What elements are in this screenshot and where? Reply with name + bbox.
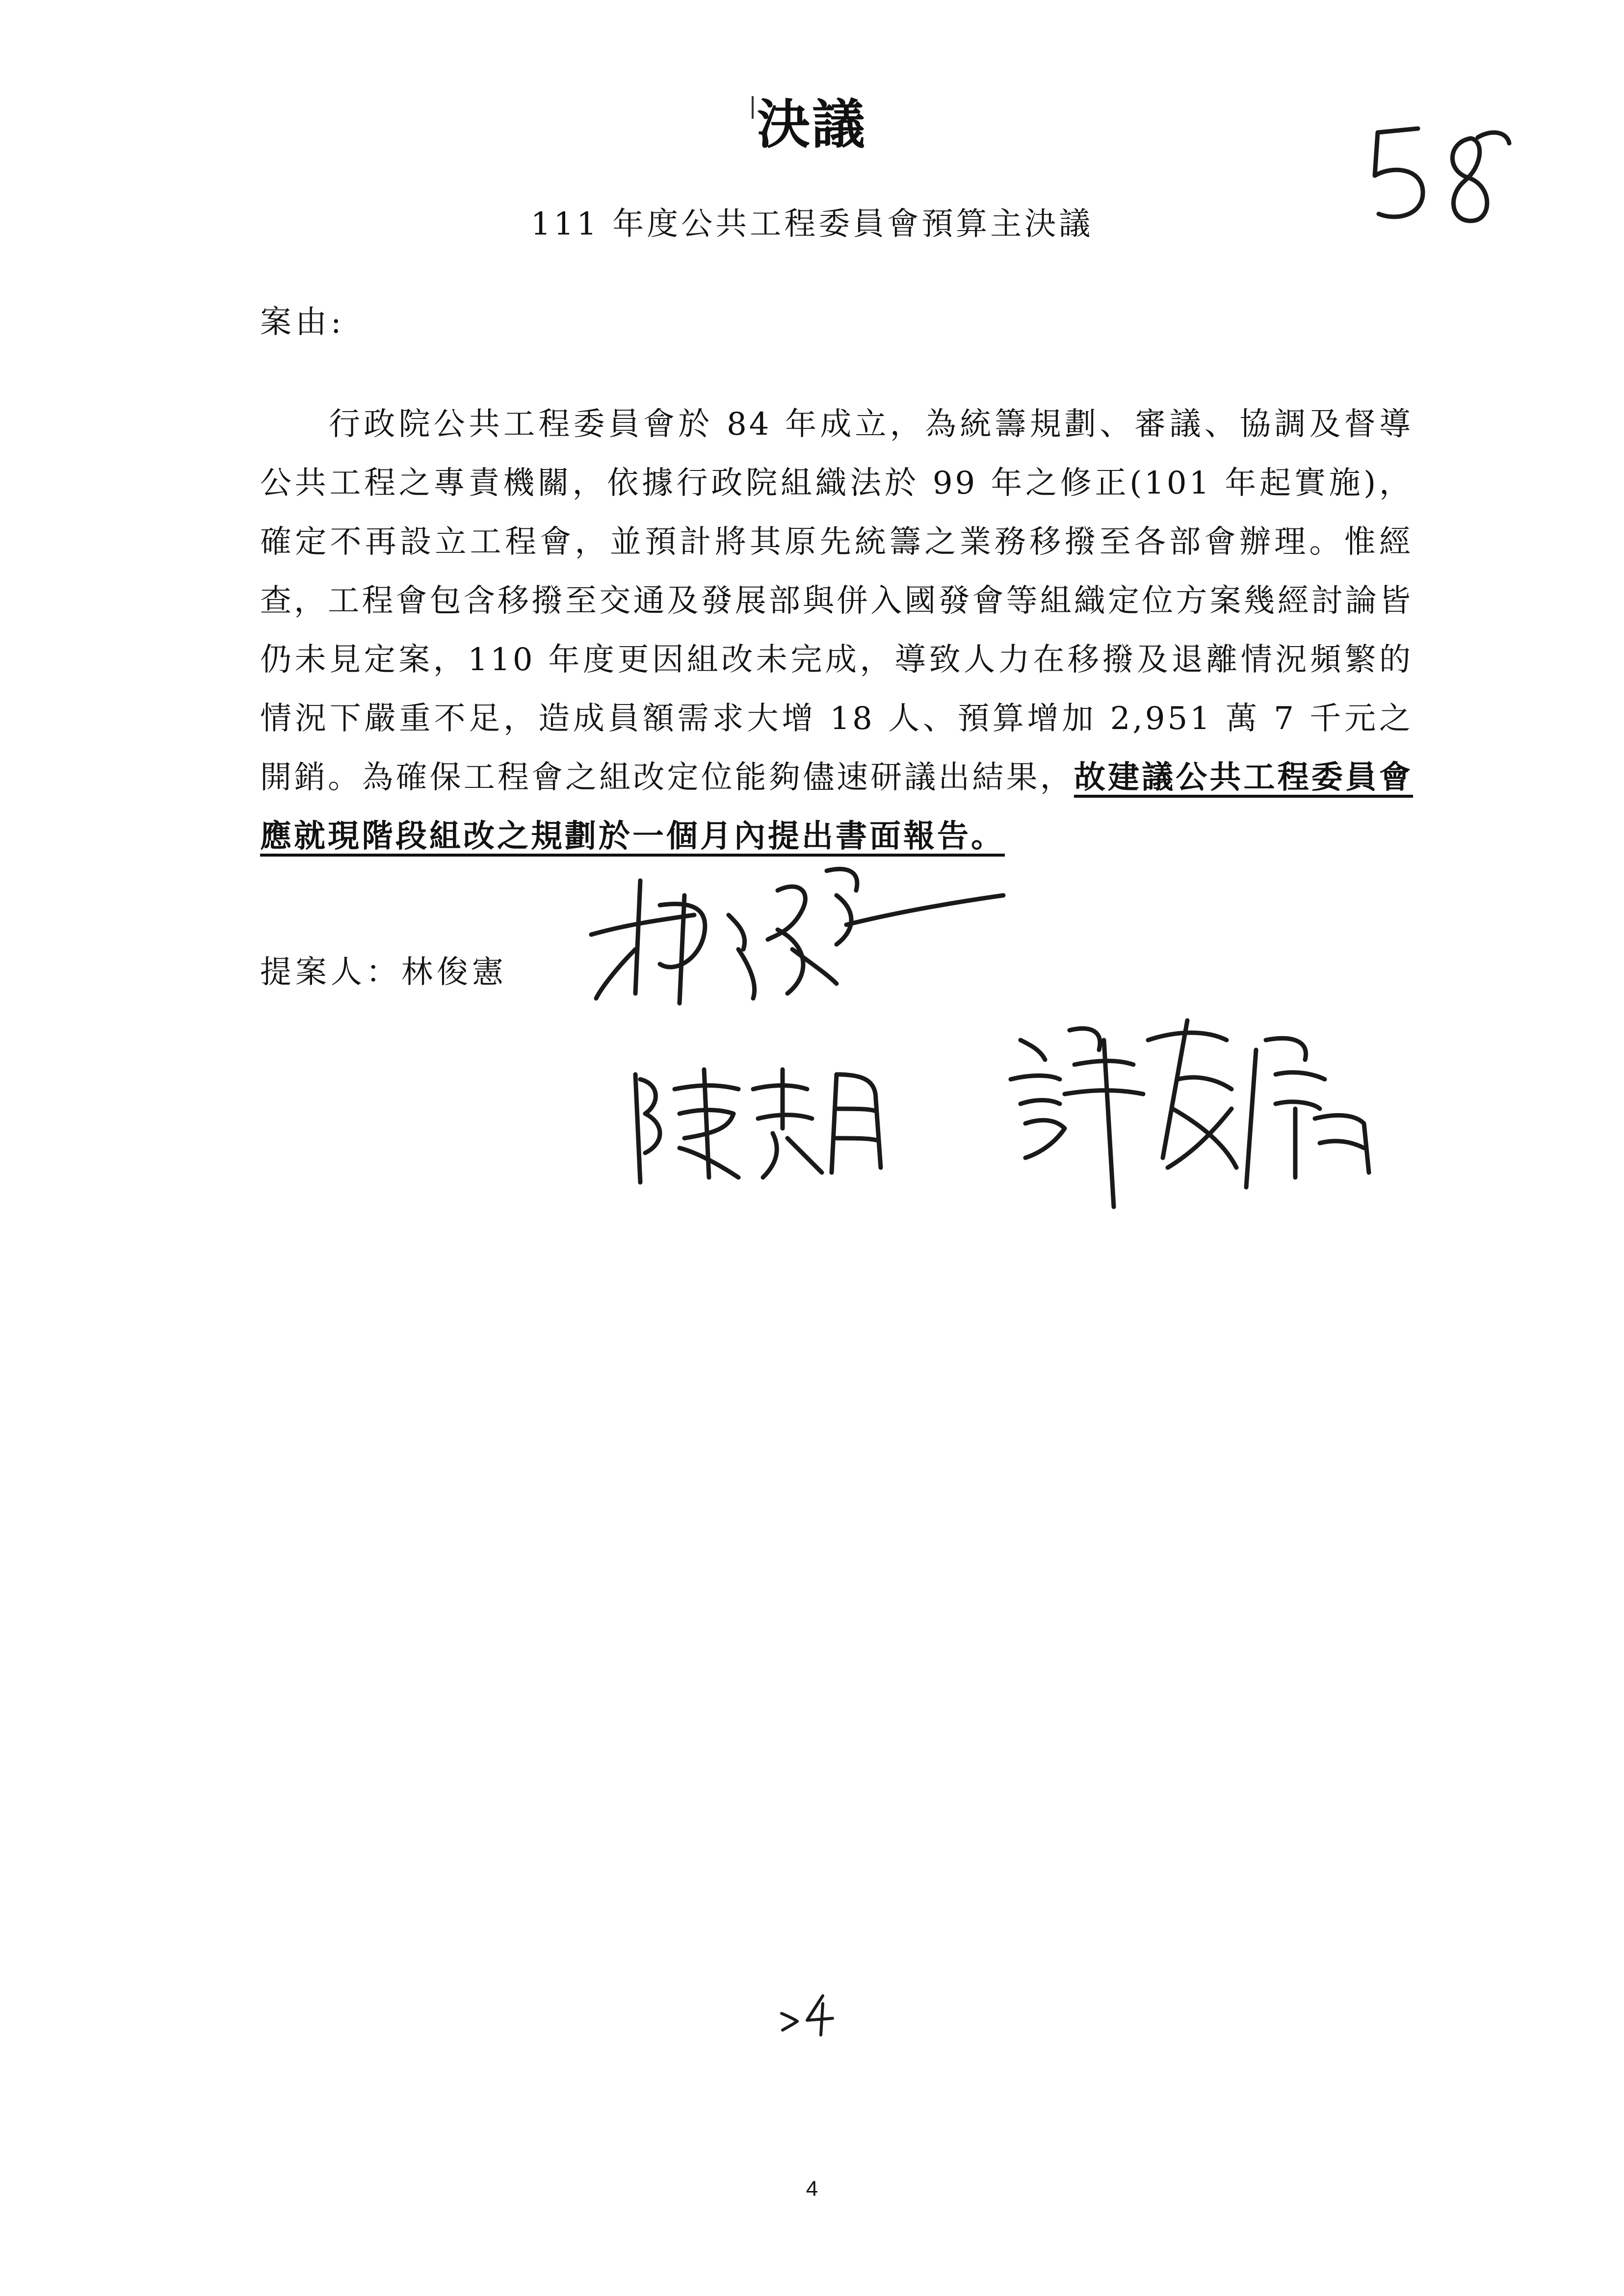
proposer-line: 提案人：林俊憲 <box>260 954 507 991</box>
document-subtitle: 111 年度公共工程委員會預算主決議 <box>530 206 1094 242</box>
signature-lin-chun-hsien <box>581 851 1023 1018</box>
body-text: 行政院公共工程委員會於 84 年成立，為統籌規劃、審議、協調及督導公共工程之專責機關，依據行政院組織法於 99 年之修正(101 年起實施)，確定不再設立工程會，並預計將其原先統籌之業務移撥至各部會辦理。惟經查，工程會包含移撥至交通及發展部與併入國發會等組織定位方案幾經討論皆仍未見定案，110 年度更因組改未完成，導致人力在移撥及退離情況頻繁的情況下嚴重不足，造成員額需求大增 18 人、預算增加 2,951 萬 7 千元之開銷。為確保工程會之組改定位能夠儘速研議出結果， <box>260 406 1413 796</box>
body-paragraph <box>260 395 1413 866</box>
section-label: 案由: <box>260 304 345 340</box>
handwritten-bottom-note <box>778 1992 841 2036</box>
page-number: 4 <box>806 2177 818 2201</box>
body-emphasis: 故建議公共工程委員會應就現階段組改之規劃於一個月內提出書面報告。 <box>260 759 1413 855</box>
signature-hsu-chih-chieh <box>1001 1011 1393 1217</box>
signature-chen-su-yue <box>626 1055 900 1192</box>
document-heading: 決議 <box>757 94 867 156</box>
